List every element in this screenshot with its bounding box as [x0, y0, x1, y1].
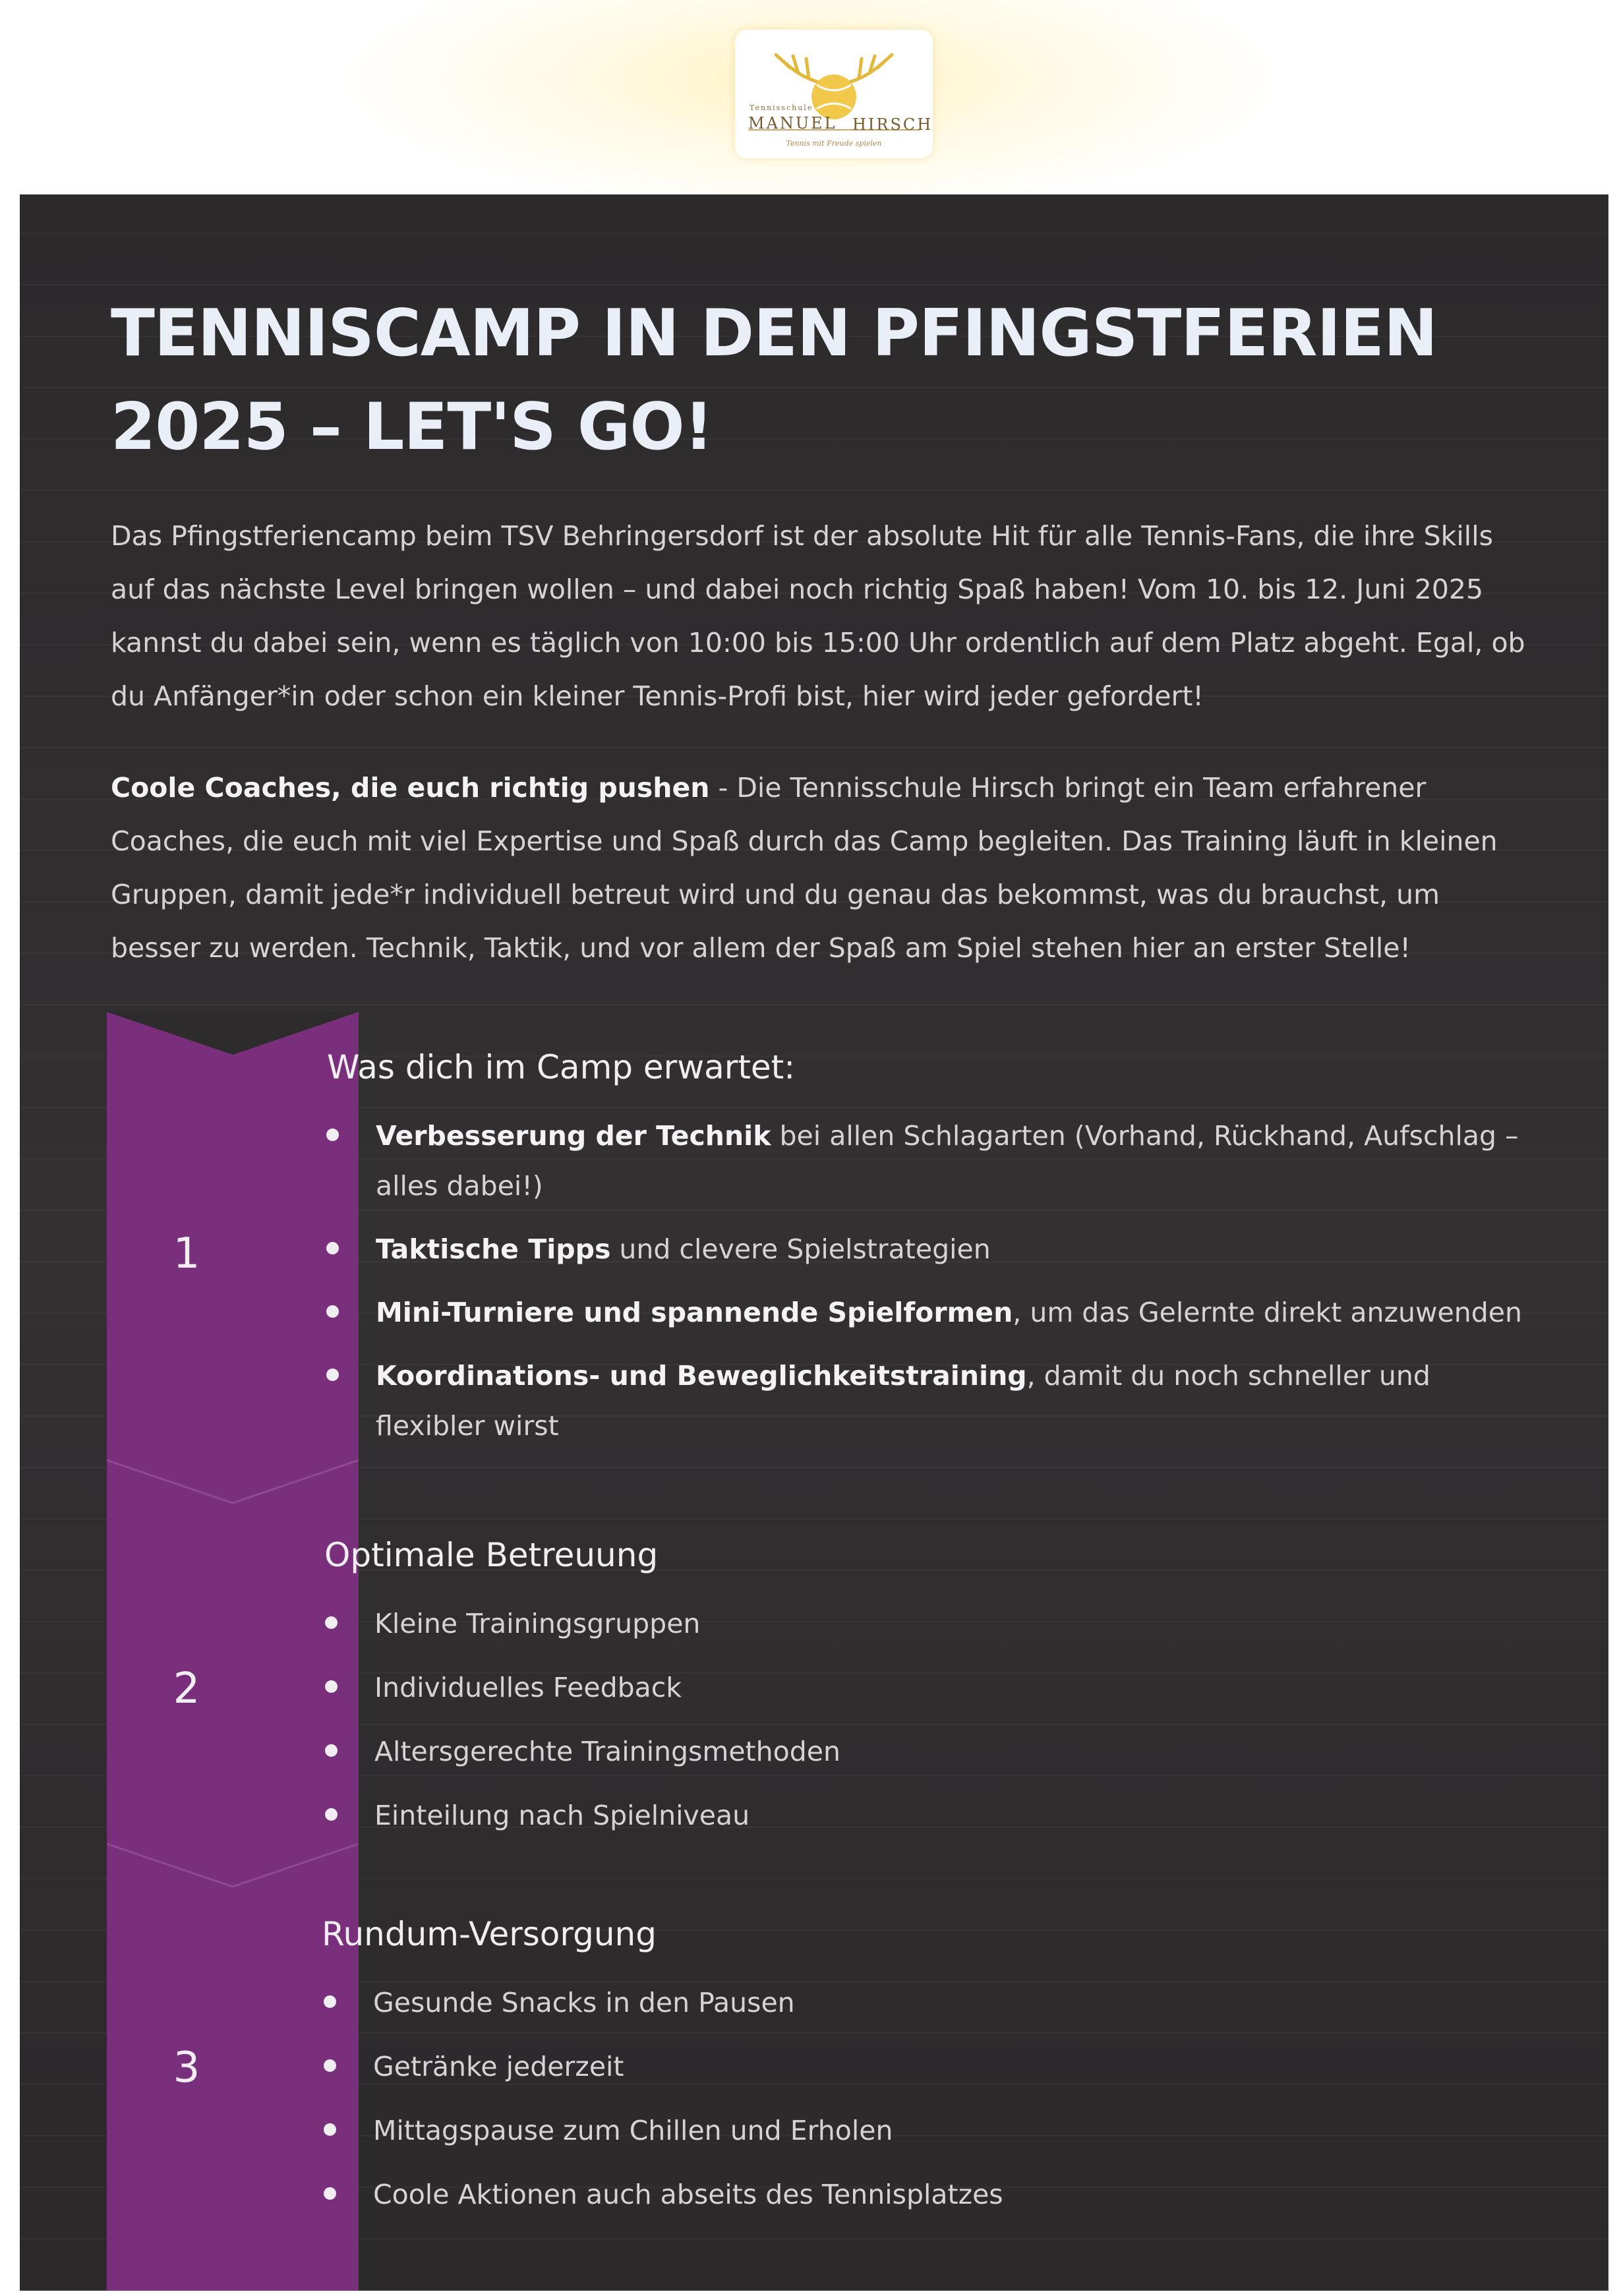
logo [735, 30, 933, 158]
section-1-heading: Was dich im Camp erwartet: [327, 1048, 796, 1086]
list-item-text: und clevere Spielstrategien [610, 1233, 991, 1265]
coaches-paragraph [111, 761, 1535, 975]
bullet-icon [325, 1808, 338, 1821]
bullet-icon [324, 2123, 336, 2136]
section-1-list [323, 1111, 1523, 1464]
section-3-heading: Rundum-Versorgung [322, 1915, 657, 1953]
logo-small-text: Tennisschule [750, 103, 813, 112]
section-3-number: 3 [173, 2044, 200, 2092]
list-item [323, 1287, 1523, 1338]
coaches-bold: Coole Coaches, die euch richtig pushen [111, 772, 710, 804]
list-item-text: Getränke jederzeit [373, 2051, 624, 2082]
list-item [322, 1663, 1521, 1713]
list-item-text: Coole Aktionen auch abseits des Tennisplatzes [373, 2179, 1003, 2210]
bullet-icon [324, 2059, 336, 2072]
bullet-icon [326, 1129, 339, 1141]
page-title [111, 287, 1561, 474]
list-item-text: Individuelles Feedback [374, 1672, 682, 1703]
title-line-2: 2025 – LET'S GO! [111, 390, 713, 465]
list-item [322, 1599, 1521, 1649]
title-line-1: TENNISCAMP IN DEN PFINGSTFERIEN [111, 296, 1438, 371]
content-panel [20, 194, 1608, 2291]
bullet-icon [326, 1369, 339, 1381]
list-item-bold: Mini-Turniere und spannende Spielformen [376, 1297, 1013, 1328]
section-3-list [320, 1978, 1520, 2233]
coaches-text: - Die Tennisschule Hirsch bringt ein Team erfahrener Coaches, die euch mit viel Expertise und Spaß durch das Camp begleiten. Das Training läuft in kleinen Gruppen, damit jede*r individuell betreut wird und du genau das bekommst, was du brauchst, um besser zu werden. Technik, Taktik, und vor allem der Spaß am Spiel stehen hier an erster Stelle! [111, 772, 1498, 964]
list-item-text: Kleine Trainingsgruppen [374, 1608, 701, 1639]
list-item-text: bei allen Schlagarten (Vorhand, Rückhand, Aufschlag – alles dabei!) [376, 1120, 1519, 1202]
intro-paragraph: Das Pfingstferiencamp beim TSV Behringersdorf ist der absolute Hit für alle Tennis-Fans, die ihre Skills auf das nächste Level bringen wollen – und dabei noch richtig Spaß haben! Vom 10. bis 12. Juni 2025 kannst du dabei sein, wenn es täglich von 10:00 bis 15:00 Uhr ordentlich auf dem Platz abgeht. Egal, ob du Anfänger*in oder schon ein kleiner Tennis-Profi bist, hier wird jeder gefordert! [111, 520, 1525, 712]
list-item-text: Mittagspause zum Chillen und Erholen [373, 2115, 893, 2146]
list-item [323, 1111, 1523, 1211]
bullet-icon [325, 1616, 338, 1629]
logo-name-right: HIRSCH [852, 115, 933, 134]
bullet-icon [326, 1305, 339, 1318]
bullet-icon [325, 1744, 338, 1757]
logo-name-left: MANUEL [748, 114, 837, 132]
list-item [323, 1351, 1523, 1451]
list-item-text: Altersgerechte Trainingsmethoden [374, 1736, 840, 1767]
list-item-text: , damit du noch schneller und flexibler wirst [376, 1360, 1430, 1442]
list-item [320, 2105, 1520, 2156]
section-2-heading: Optimale Betreuung [324, 1536, 659, 1574]
list-item [322, 1726, 1521, 1777]
bullet-icon [324, 2187, 336, 2200]
list-item [320, 1978, 1520, 2028]
list-item-text: Einteilung nach Spielniveau [374, 1800, 750, 1831]
bullet-icon [324, 1995, 336, 2008]
list-item [323, 1224, 1523, 1274]
list-item-text: , um das Gelernte direkt anzuwenden [1013, 1297, 1522, 1328]
bullet-icon [326, 1242, 339, 1254]
section-2-number: 2 [173, 1664, 200, 1713]
section-2-list [322, 1599, 1521, 1854]
list-item-bold: Verbesserung der Technik [376, 1120, 771, 1152]
bullet-icon [325, 1680, 338, 1693]
section-1-number: 1 [173, 1229, 200, 1278]
logo-tagline: Tennis mit Freude spielen [786, 139, 882, 148]
list-item [322, 1790, 1521, 1840]
list-item-text: Gesunde Snacks in den Pausen [373, 1987, 795, 2018]
list-item-bold: Koordinations- und Beweglichkeitstraining [376, 1360, 1027, 1392]
list-item [320, 2042, 1520, 2092]
list-item [320, 2169, 1520, 2220]
list-item-bold: Taktische Tipps [376, 1233, 611, 1265]
